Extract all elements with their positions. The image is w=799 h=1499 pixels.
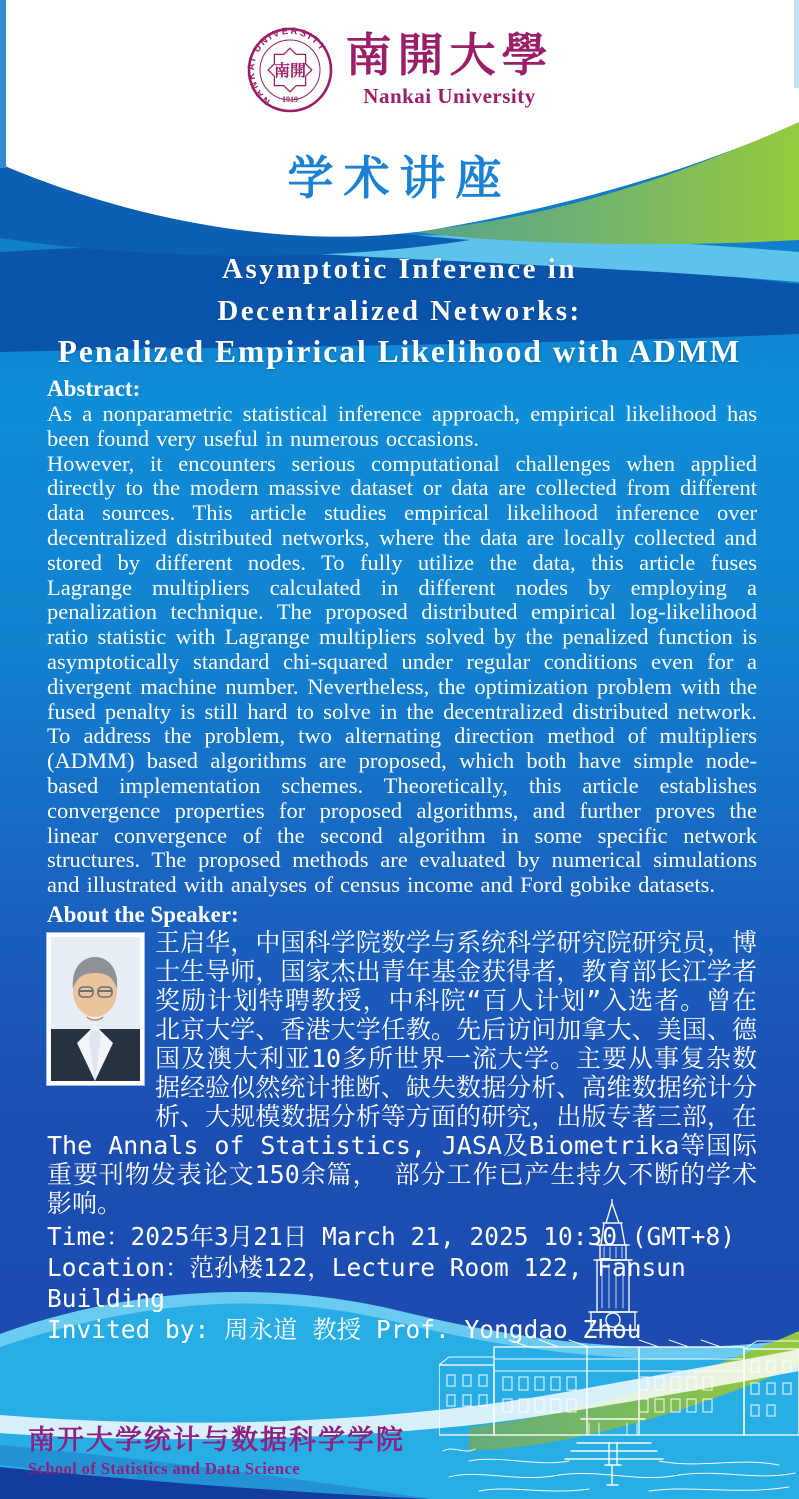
speaker-heading: About the Speaker: xyxy=(47,901,239,927)
speaker-bio-text: 王启华，中国科学院数学与系统科学研究院研究员，博士生导师，国家杰出青年基金获得者，教育部长江学者奖励计划特聘教授，中科院“百人计划”入选者。曾在北京大学、香港大学任教。先后访问加拿大、美国、德国及澳大利亚10多所世界一流大学。主要从事复杂数据经验似然统计推断、缺失数据分析、高维数据统计分析、大规模数据分析等方面的研究，出版专著三部，在The Annals of Statistics, JASA及Biometrika等国际重要刊物发表论文150余篇， 部分工作已产生持久不断的学术影响。 xyxy=(47,927,757,1218)
school-name-english: School of Statistics and Data Science xyxy=(28,1459,300,1478)
talk-title xyxy=(0,248,799,372)
seal-center-text: 南開 xyxy=(273,63,306,80)
event-type-title: 学术讲座 xyxy=(287,153,512,204)
right-edge-stripe xyxy=(794,0,799,88)
speaker-section xyxy=(0,902,799,1218)
talk-title-line1: Asymptotic Inference in xyxy=(222,253,577,285)
university-name-block xyxy=(346,31,554,109)
detail-invited-by: Invited by: 周永道 教授 Prof. Yongdao Zhou xyxy=(47,1314,642,1344)
university-logo xyxy=(0,0,799,114)
abstract-paragraph-2: However, it encounters serious computational challenges when applied directly to the modern massive dataset or data are collected from different data sources. This article studies empirical likelihood inference over decentralized distributed networks, where the data are locally collected and stored by different nodes. To fully utilize the data, this article fuses Lagrange multipliers calculated in different nodes by employing a penalization technique. The proposed distributed empirical log-likelihood ratio statistic with Lagrange multipliers solved by the penalized function is asymptotically standard chi-squared under regular conditions even for a divergent machine number. Nevertheless, the optimization problem with the fused penalty is still hard to solve in the decentralized distributed network. To address the problem, two alternating direction method of multipliers (ADMM) based algorithms are proposed, which both have simple node-based implementation schemes. Theoretically, this article establishes convergence properties for proposed algorithms, and further proves the linear convergence of the second algorithm in some specific network structures. The proposed methods are evaluated by numerical simulations and illustrated with analyses of census income and Ford gobike datasets. xyxy=(47,450,757,898)
left-edge-stripe xyxy=(0,0,6,168)
seal-year: 1919 xyxy=(281,95,298,104)
detail-location: Location：范孙楼122，Lecture Room 122, Fansun Building xyxy=(47,1252,686,1313)
seal-ring-text: NANKAI UNIVERSITY xyxy=(245,26,328,107)
school-name-chinese: 南开大学统计与数据科学学院 xyxy=(28,1425,405,1455)
abstract-heading: Abstract: xyxy=(47,376,141,401)
event-details xyxy=(0,1221,799,1345)
university-name-english: Nankai University xyxy=(363,83,536,108)
footer xyxy=(28,1424,405,1479)
speaker-bio xyxy=(47,928,757,1218)
talk-title-line3: Penalized Empirical Likelihood with ADMM xyxy=(57,334,742,369)
abstract-paragraph-1: As a nonparametric statistical inference approach, empirical likelihood has been found very useful in numerous occasions. xyxy=(47,401,757,451)
nankai-seal-icon xyxy=(246,26,334,114)
detail-time: Time：2025年3月21日 March 21, 2025 10:30 (GMT+8) xyxy=(47,1221,736,1251)
abstract-section xyxy=(0,376,799,898)
talk-title-line2: Decentralized Networks: xyxy=(217,295,582,327)
speaker-photo xyxy=(47,933,144,1085)
university-name-chinese: 南開大學 xyxy=(345,30,554,82)
